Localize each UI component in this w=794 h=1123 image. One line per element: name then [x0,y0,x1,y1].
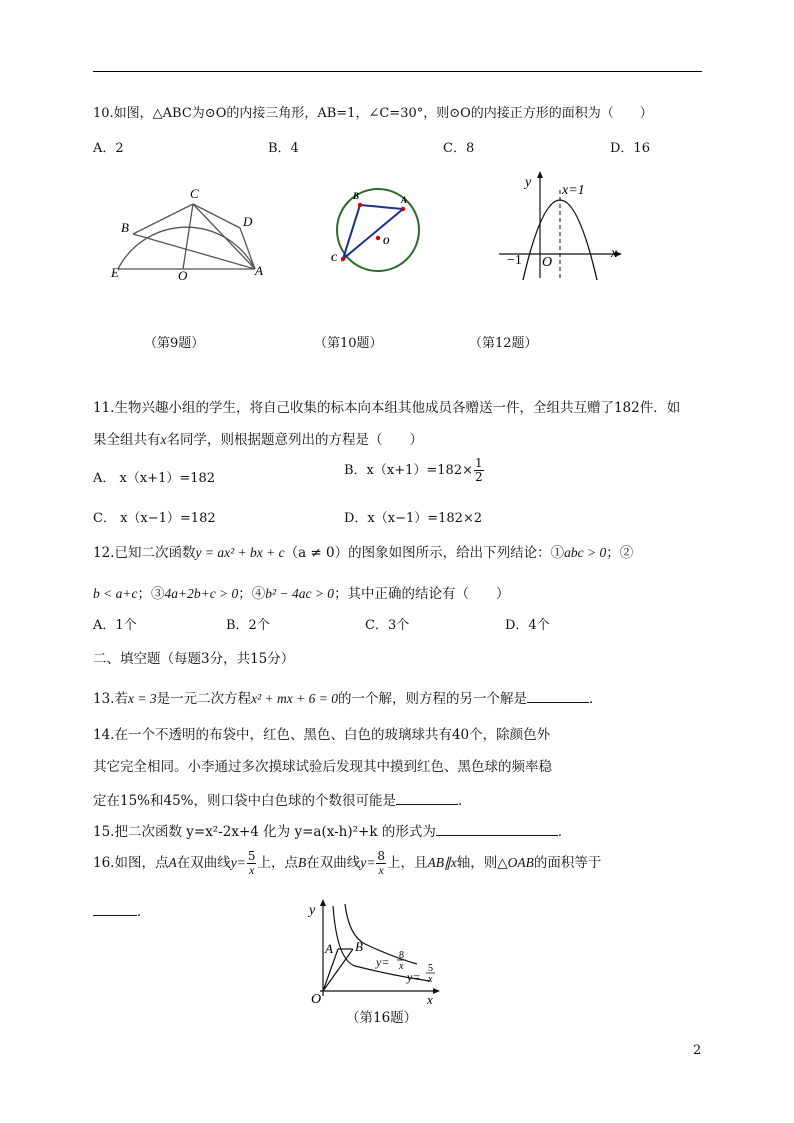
fig16-label-x: x [427,992,433,1007]
q16-answer-line: ． [93,900,151,920]
fig12-label-x: x [611,246,618,261]
header-rule [93,71,702,72]
fig16-label-a: A [325,941,333,956]
section-2-title: 二、填空题（每题3分，共15分） [93,651,295,667]
q15-text: 15.把二次函数 y=x²-2x+4 化为 y=a(x-h)²+k 的形式为 ． [93,824,572,840]
fig9-label-o: O [178,268,188,280]
q10-option-b: B．4 [268,141,299,156]
fig16-curve8-num: 8 [399,950,404,961]
q12-option-c: C．3个 [365,618,410,633]
q13-answer-blank [527,702,589,703]
q12-line1: 12.已知二次函数y = ax² + bx + c（a ≠ 0）的图象如图所示，给出下列结论：①abc > 0；② [93,545,634,561]
fig9-caption: （第9题） [144,336,205,351]
fig9-label-d: D [243,214,253,229]
figure-10 [325,185,425,275]
q14-answer-blank [396,804,458,805]
fig16-label-y: y [309,903,316,918]
figure-12 [495,168,630,283]
q10-stem: 10.如图，△ABC为⊙O的内接三角形，AB=1，∠C=30°，则⊙O的内接正方形的面积为（ ） [93,106,653,121]
fig16-curve5-num: 5 [428,963,433,974]
fig10-label-a: A [401,195,408,205]
q14-line2: 其它完全相同。小李通过多次摸球试验后发现其中摸到红色、黑色球的频率稳 [93,759,552,775]
q10-option-a: A．2 [93,141,124,156]
fig10-label-b: B [353,191,360,201]
q13-text: 13.若x = 3是一元二次方程x² + mx + 6 = 0的一个解，则方程的另一个解是 ． [93,691,603,707]
q14-line3: 定在15%和45%，则口袋中白色球的个数很可能是 ． [93,793,472,809]
q11-option-a: A． x（x+1）=182 [93,471,216,486]
q16-text: 16.如图，点A在双曲线y= $\frac{5}{x}$ 上，点B在双曲线y= $\frac{8}{x}$ 上，且AB∥x轴，则△OAB的面积等于 [93,849,602,877]
q12-line2: b < a+c；③4a+2b+c > 0；④b² − 4ac > 0；其中正确的结论有（ ） [93,586,510,602]
page-number: 2 [693,1043,702,1058]
q15-answer-blank [436,835,558,836]
q11-option-c: C． x（x−1）=182 [93,511,216,526]
fig9-label-c: C [190,186,199,201]
fig16-curve8-y: y= [376,955,390,969]
figure-9 [105,180,275,280]
fig10-label-o: O [383,236,390,246]
fig10-label-c: C [331,253,338,263]
fig16-label-o: O [311,992,322,1007]
q11-line1: 11.生物兴趣小组的学生，将自己收集的标本向本组其他成员各赠送一件，全组共互赠了182件．如 [93,400,681,416]
fig12-label-axis-line: x=1 [562,183,585,198]
fig16-caption: （第16题） [346,1010,418,1026]
fig12-label-o: O [542,255,553,270]
q10-option-d: D．16 [610,141,650,156]
q11-option-d: D．x（x−1）=182×2 [344,511,483,526]
fig12-label-y: y [525,175,532,190]
q10-option-c: C．8 [443,141,475,156]
fig12-label-neg1: −1 [507,253,522,268]
fig16-curve5-y: y= [407,970,421,984]
q12-option-b: B．2个 [226,618,270,633]
fig9-label-e: E [111,265,119,280]
q12-option-d: D．4个 [505,618,550,633]
q12-option-a: A．1个 [93,618,137,633]
fig16-curve8-den: x [399,961,404,972]
fig16-curve5-den: x [428,974,433,985]
q11-line2: 果全组共有x名同学，则根据题意列出的方程是（ ） [93,432,423,448]
q16-answer-blank [93,915,137,916]
fig12-caption: （第12题） [469,336,538,351]
fig9-label-b: B [121,220,129,235]
q11-option-b: B．x（x+1）=182× $\frac{1}{2}$ [344,456,483,484]
fig10-caption: （第10题） [314,336,383,351]
fig16-label-b: B [355,939,363,954]
figure-16 [305,896,450,1008]
q14-line1: 14.在一个不透明的布袋中，红色、黑色、白色的玻璃球共有40个，除颜色外 [93,727,551,743]
fig9-label-a: A [255,263,263,278]
